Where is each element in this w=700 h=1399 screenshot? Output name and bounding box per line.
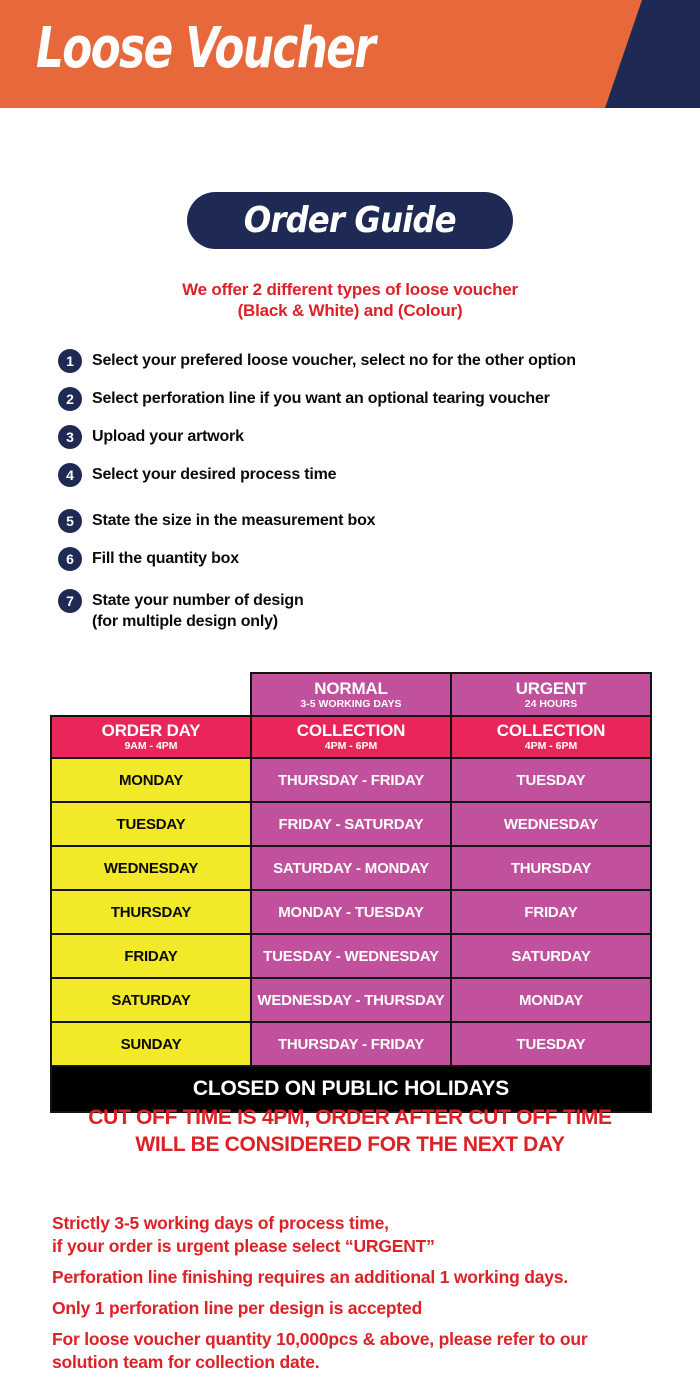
order-day-cell: FRIDAY bbox=[51, 934, 251, 978]
collection-header-urgent bbox=[451, 716, 651, 758]
step-text-line: (for multiple design only) bbox=[92, 613, 278, 630]
normal-collection-cell: MONDAY - TUESDAY bbox=[251, 890, 451, 934]
note-item bbox=[52, 1328, 652, 1374]
urgent-title: URGENT bbox=[515, 678, 587, 698]
urgent-collection-cell: FRIDAY bbox=[451, 890, 651, 934]
corner-accent-shape bbox=[600, 0, 700, 108]
urgent-collection-cell: THURSDAY bbox=[451, 846, 651, 890]
schedule-row bbox=[51, 758, 651, 802]
order-day-cell: WEDNESDAY bbox=[51, 846, 251, 890]
urgent-collection-cell: WEDNESDAY bbox=[451, 802, 651, 846]
step-text-line: Select perforation line if you want an optional tearing voucher bbox=[92, 390, 550, 407]
schedule-row bbox=[51, 846, 651, 890]
step-number-badge: 1 bbox=[58, 349, 82, 373]
step-number-badge: 6 bbox=[58, 547, 82, 571]
process-type-header-row bbox=[51, 673, 651, 716]
schedule-row bbox=[51, 978, 651, 1022]
order-day-cell: SATURDAY bbox=[51, 978, 251, 1022]
schedule-row bbox=[51, 934, 651, 978]
collection-normal-subtitle: 4PM - 6PM bbox=[324, 740, 378, 752]
step-text bbox=[92, 387, 550, 409]
page-title: Loose Voucher bbox=[36, 16, 375, 81]
step-text bbox=[92, 547, 239, 569]
step-text-line: State the size in the measurement box bbox=[92, 512, 376, 529]
normal-collection-cell: TUESDAY - WEDNESDAY bbox=[251, 934, 451, 978]
note-line: For loose voucher quantity 10,000pcs & above, please refer to our bbox=[52, 1329, 588, 1349]
collection-urgent-subtitle: 4PM - 6PM bbox=[524, 740, 578, 752]
note-line: Strictly 3-5 working days of process time, bbox=[52, 1213, 389, 1233]
note-item bbox=[52, 1297, 652, 1320]
note-line: Only 1 perforation line per design is accepted bbox=[52, 1298, 423, 1318]
collection-normal-title: COLLECTION bbox=[296, 721, 406, 740]
order-day-header bbox=[51, 716, 251, 758]
order-guide-label: Order Guide bbox=[243, 200, 456, 241]
note-item bbox=[52, 1212, 652, 1258]
blank-corner-cell bbox=[51, 673, 251, 716]
intro-text bbox=[0, 279, 700, 321]
normal-collection-cell: SATURDAY - MONDAY bbox=[251, 846, 451, 890]
notes-list bbox=[52, 1212, 652, 1382]
order-day-subtitle: 9AM - 4PM bbox=[124, 740, 178, 752]
header-banner bbox=[0, 0, 700, 108]
step-item bbox=[58, 387, 658, 411]
step-number-badge: 5 bbox=[58, 509, 82, 533]
note-line: Perforation line finishing requires an additional 1 working days. bbox=[52, 1267, 568, 1287]
order-day-cell: THURSDAY bbox=[51, 890, 251, 934]
step-item bbox=[58, 547, 658, 571]
step-text bbox=[92, 589, 304, 632]
schedule-table bbox=[50, 672, 652, 1113]
note-item bbox=[52, 1266, 652, 1289]
step-item bbox=[58, 425, 658, 449]
order-day-cell: MONDAY bbox=[51, 758, 251, 802]
order-day-cell: SUNDAY bbox=[51, 1022, 251, 1066]
cutoff-line-1: CUT OFF TIME IS 4PM, ORDER AFTER CUT OFF TIME bbox=[88, 1106, 612, 1129]
urgent-column-header bbox=[451, 673, 651, 716]
cutoff-notice bbox=[0, 1104, 700, 1158]
step-text bbox=[92, 463, 336, 485]
intro-line-2: (Black & White) and (Colour) bbox=[237, 301, 463, 320]
step-item bbox=[58, 589, 658, 632]
collection-header-normal bbox=[251, 716, 451, 758]
collection-urgent-title: COLLECTION bbox=[496, 721, 606, 740]
schedule-body bbox=[51, 758, 651, 1066]
step-item bbox=[58, 509, 658, 533]
steps-list bbox=[58, 349, 658, 646]
step-text-line: Select your prefered loose voucher, select no for the other option bbox=[92, 352, 576, 369]
urgent-collection-cell: TUESDAY bbox=[451, 1022, 651, 1066]
step-number-badge: 4 bbox=[58, 463, 82, 487]
step-text-line: Fill the quantity box bbox=[92, 550, 239, 567]
step-text-line: Upload your artwork bbox=[92, 428, 244, 445]
step-item bbox=[58, 463, 658, 487]
schedule-row bbox=[51, 1022, 651, 1066]
order-day-title: ORDER DAY bbox=[101, 721, 201, 740]
step-item bbox=[58, 349, 658, 373]
step-text bbox=[92, 425, 244, 447]
normal-collection-cell: THURSDAY - FRIDAY bbox=[251, 758, 451, 802]
normal-subtitle: 3-5 WORKING DAYS bbox=[300, 697, 402, 710]
order-day-cell: TUESDAY bbox=[51, 802, 251, 846]
urgent-collection-cell: TUESDAY bbox=[451, 758, 651, 802]
step-number-badge: 2 bbox=[58, 387, 82, 411]
normal-collection-cell: WEDNESDAY - THURSDAY bbox=[251, 978, 451, 1022]
note-line: solution team for collection date. bbox=[52, 1352, 320, 1372]
normal-collection-cell: THURSDAY - FRIDAY bbox=[251, 1022, 451, 1066]
cutoff-line-2: WILL BE CONSIDERED FOR THE NEXT DAY bbox=[135, 1133, 565, 1156]
step-number-badge: 3 bbox=[58, 425, 82, 449]
schedule-row bbox=[51, 890, 651, 934]
public-holiday-banner: CLOSED ON PUBLIC HOLIDAYS bbox=[51, 1066, 651, 1112]
urgent-subtitle: 24 HOURS bbox=[524, 697, 578, 710]
collection-header-row bbox=[51, 716, 651, 758]
note-line: if your order is urgent please select “URGENT” bbox=[52, 1236, 435, 1256]
normal-title: NORMAL bbox=[314, 678, 388, 698]
step-text bbox=[92, 349, 576, 371]
intro-line-1: We offer 2 different types of loose voucher bbox=[182, 280, 518, 299]
step-text-line: Select your desired process time bbox=[92, 466, 337, 483]
step-text-line: State your number of design bbox=[92, 592, 304, 609]
step-number-badge: 7 bbox=[58, 589, 82, 613]
normal-column-header bbox=[251, 673, 451, 716]
urgent-collection-cell: SATURDAY bbox=[451, 934, 651, 978]
order-guide-badge bbox=[187, 192, 513, 249]
step-text bbox=[92, 509, 375, 531]
urgent-collection-cell: MONDAY bbox=[451, 978, 651, 1022]
normal-collection-cell: FRIDAY - SATURDAY bbox=[251, 802, 451, 846]
schedule-row bbox=[51, 802, 651, 846]
